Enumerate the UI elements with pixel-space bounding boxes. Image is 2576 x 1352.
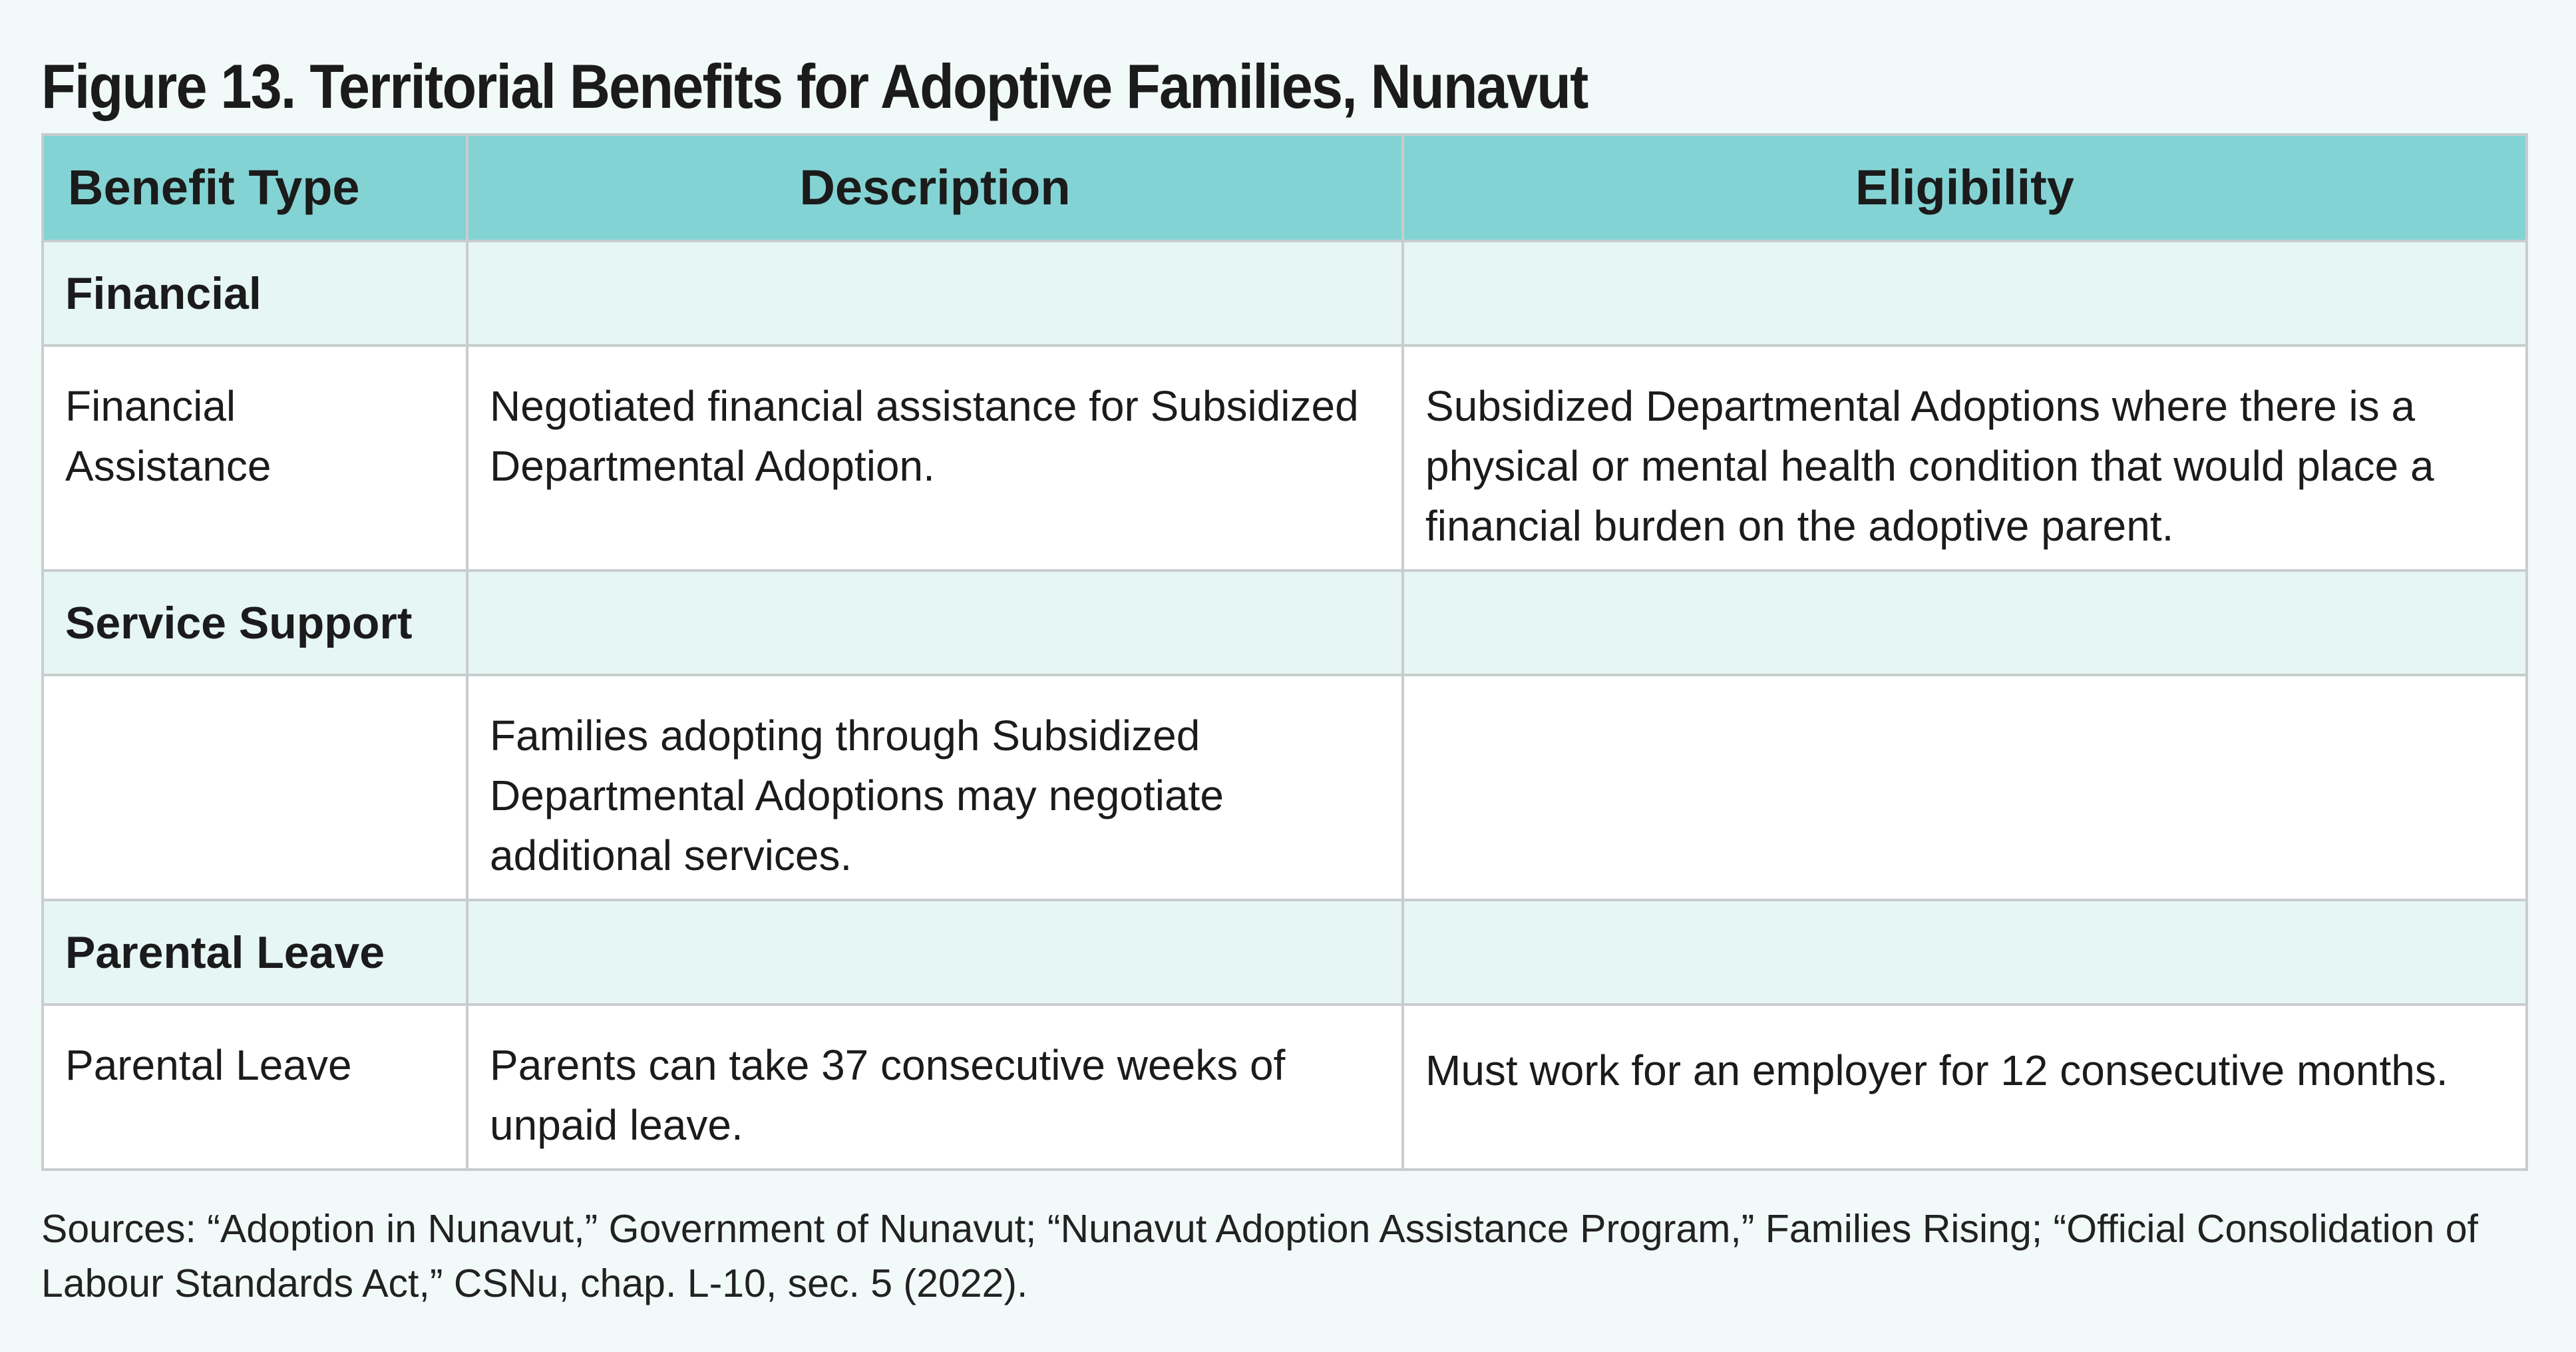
- figure-title: Figure 13. Territorial Benefits for Adoptive Families, Nunavut: [41, 51, 1588, 121]
- section-empty-cell: [1403, 900, 2527, 1005]
- description-cell: Parents can take 37 consecutive weeks of unpaid leave.: [467, 1005, 1403, 1170]
- header-description: Description: [467, 134, 1403, 241]
- benefit-cell: [43, 675, 467, 900]
- section-label: Parental Leave: [43, 900, 467, 1005]
- section-label: Service Support: [43, 570, 467, 675]
- eligibility-cell: Subsidized Departmental Adoptions where there is a physical or mental health condition that would place a financial burden on the adoptive parent.: [1403, 345, 2527, 570]
- table-header-row: [43, 134, 2527, 241]
- header-eligibility: Eligibility: [1403, 134, 2527, 241]
- table-row: [43, 1005, 2527, 1170]
- eligibility-cell: Must work for an employer for 12 consecutive months.: [1403, 1005, 2527, 1170]
- table-row: [43, 675, 2527, 900]
- description-cell: Negotiated financial assistance for Subsidized Departmental Adoption.: [467, 345, 1403, 570]
- header-benefit-type: Benefit Type: [43, 134, 467, 241]
- section-row-financial: [43, 241, 2527, 345]
- section-label: Financial: [43, 241, 467, 345]
- eligibility-cell: [1403, 675, 2527, 900]
- table-row: [43, 345, 2527, 570]
- benefit-cell: Financial Assistance: [43, 345, 467, 570]
- section-empty-cell: [467, 241, 1403, 345]
- description-cell: Families adopting through Subsidized Departmental Adoptions may negotiate additional services.: [467, 675, 1403, 900]
- benefits-table: [41, 133, 2528, 1171]
- benefit-cell: Parental Leave: [43, 1005, 467, 1170]
- section-empty-cell: [467, 900, 1403, 1005]
- section-empty-cell: [1403, 241, 2527, 345]
- section-empty-cell: [467, 570, 1403, 675]
- section-row-parental-leave: [43, 900, 2527, 1005]
- section-row-service-support: [43, 570, 2527, 675]
- sources-note: Sources: “Adoption in Nunavut,” Government of Nunavut; “Nunavut Adoption Assistance Program,” Families Rising; “Official Consolidation of Labour Standards Act,” CSNu, chap. L-10, sec. 5 (2022).: [41, 1207, 2478, 1305]
- section-empty-cell: [1403, 570, 2527, 675]
